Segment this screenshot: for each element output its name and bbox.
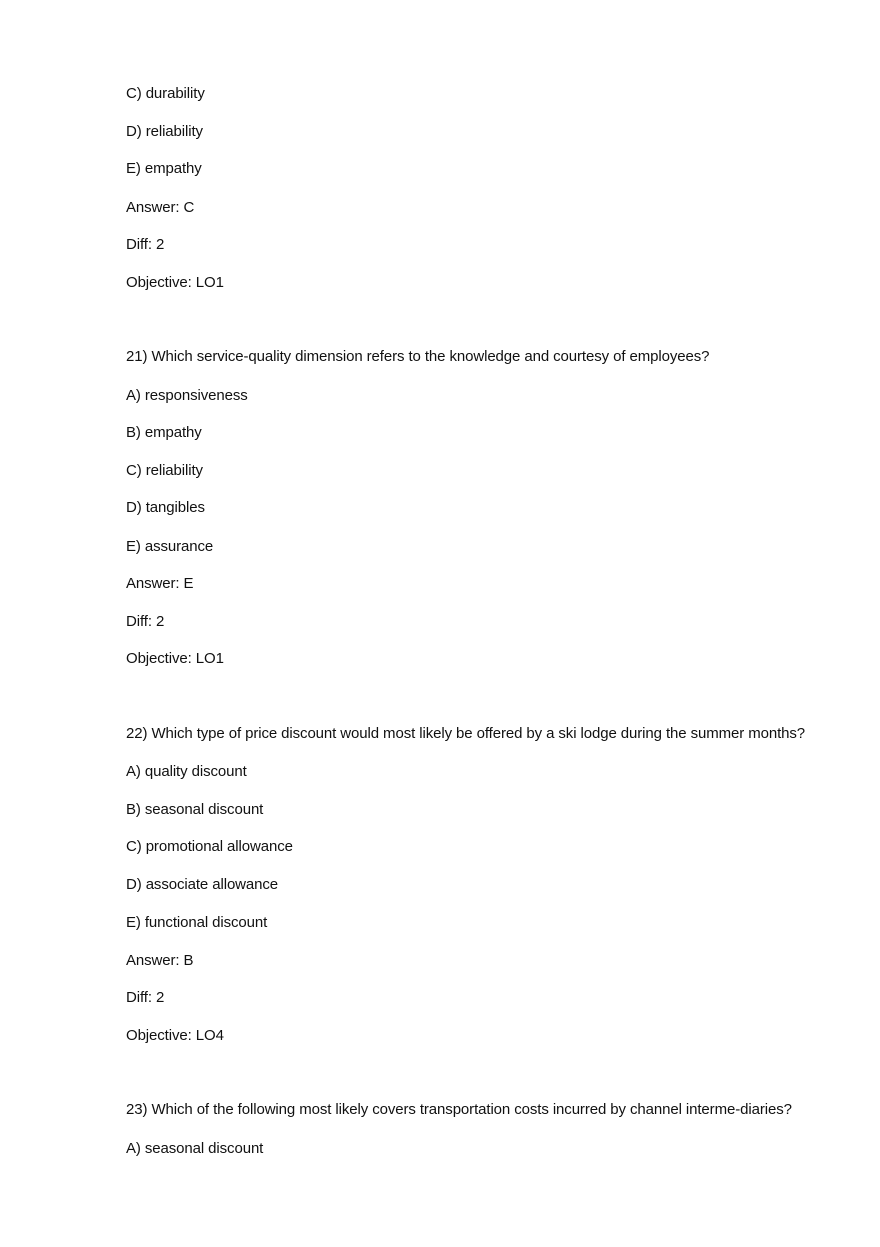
option-d: D) reliability: [126, 123, 203, 140]
q22-option-b: B) seasonal discount: [126, 801, 264, 818]
question-23: 23) Which of the following most likely covers transportation costs incurred by channel interme-diaries?: [126, 1101, 792, 1118]
q21-objective: Objective: LO1: [126, 650, 224, 667]
objective-line: Objective: LO1: [126, 274, 224, 291]
q22-diff: Diff: 2: [126, 989, 165, 1006]
q21-option-d: D) tangibles: [126, 499, 205, 516]
q21-option-c: C) reliability: [126, 462, 203, 479]
q22-option-d: D) associate allowance: [126, 876, 279, 893]
q21-option-b: B) empathy: [126, 424, 202, 441]
q21-option-e: E) assurance: [126, 538, 214, 555]
q22-option-e: E) functional discount: [126, 914, 268, 931]
option-e: E) empathy: [126, 160, 202, 177]
diff-line: Diff: 2: [126, 236, 165, 253]
question-22: 22) Which type of price discount would most likely be offered by a ski lodge during the summer months?: [126, 725, 806, 742]
answer-line: Answer: C: [126, 199, 195, 216]
question-21: 21) Which service-quality dimension refers to the knowledge and courtesy of employees?: [126, 348, 710, 365]
q23-option-a: A) seasonal discount: [126, 1140, 264, 1157]
q21-answer: Answer: E: [126, 575, 194, 592]
q21-diff: Diff: 2: [126, 613, 165, 630]
q22-objective: Objective: LO4: [126, 1027, 224, 1044]
option-c: C) durability: [126, 85, 205, 102]
q21-option-a: A) responsiveness: [126, 387, 248, 404]
q22-option-a: A) quality discount: [126, 763, 247, 780]
q22-option-c: C) promotional allowance: [126, 838, 293, 855]
q22-answer: Answer: B: [126, 952, 194, 969]
